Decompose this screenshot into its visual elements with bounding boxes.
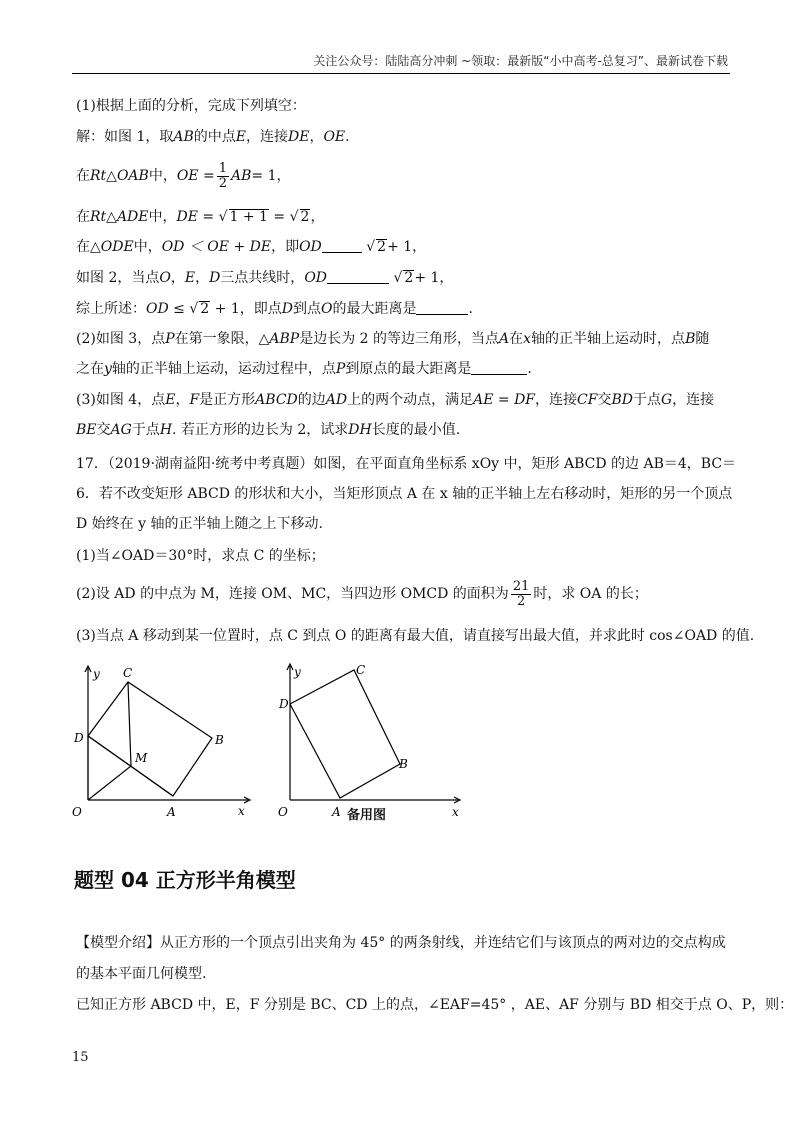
figure-1: [64, 658, 264, 818]
page-header: 关注公众号：陆陆高分冲刺 ~领取：最新版“小中高考-总复习”、最新试卷下载: [313, 54, 728, 68]
segment-om: [88, 766, 131, 800]
part2-line2: 之在y轴的正半轴上运动，运动过程中，点P到原点的最大距离是 .: [76, 361, 532, 377]
page-number: 15: [72, 1050, 89, 1065]
part1-line6: 综上所述：OD ≤ √ 2 + 1，即点D到点O的最大距离是 .: [76, 301, 473, 317]
fig1-label-m: M: [135, 751, 148, 765]
part1-line4: 在△ODE中，OD ＜ OE + DE，即OD √ 2+ 1，: [76, 239, 427, 255]
fig2-label-o: O: [278, 805, 288, 819]
figure-2-caption: 备用图: [347, 808, 387, 823]
q17-line1: 17．（2019·湖南益阳·统考中考真题）如图，在平面直角坐标系 xOy 中，矩形 ABCD 的边 AB＝4，BC＝: [76, 456, 737, 472]
fraction-half: $\frac{1}{2}$: [218, 160, 227, 191]
part1-line5: 如图 2，当点O，E，D三点共线时，OD √ 2+ 1，: [76, 270, 454, 286]
q17-sub3: (3)当点 A 移动到某一位置时，点 C 到点 O 的距离有最大值，请直接写出最大值，并求此时 cos∠OAD 的值.: [76, 628, 755, 644]
header-rule: [72, 73, 730, 74]
model-line2: 的基本平面几何模型.: [76, 966, 207, 982]
fill-blank[interactable]: [322, 238, 362, 253]
fill-blank[interactable]: [327, 269, 389, 284]
fig1-label-c: C: [123, 666, 133, 680]
rectangle-abcd: [290, 670, 400, 798]
part2-line1: (2)如图 3，点P在第一象限，△ABP是边长为 2 的等边三角形，当点A在x轴的正半轴上运动时，点B随: [76, 331, 710, 347]
fig2-label-y: y: [294, 665, 301, 679]
fig1-label-b: B: [215, 733, 224, 747]
model-line1: 【模型介绍】从正方形的一个顶点引出夹角为 45° 的两条射线，并连结它们与该顶点的两对边的交点构成: [76, 935, 726, 951]
fig1-label-d: D: [74, 731, 84, 745]
section-heading: 题型 04 正方形半角模型: [74, 868, 296, 892]
fig1-label-o: O: [72, 805, 82, 818]
figure-2: [272, 654, 472, 824]
fig2-label-d: D: [279, 697, 289, 711]
fill-blank[interactable]: [471, 360, 527, 375]
fraction-21-2: $\frac{21}{2}$: [512, 578, 530, 609]
part1-intro: (1)根据上面的分析，完成下列填空：: [76, 98, 306, 114]
q17-line2: 6．若不改变矩形 ABCD 的形状和大小，当矩形顶点 A 在 x 轴的正半轴上左右移动时，矩形的另一个顶点: [76, 486, 733, 502]
q17-sub2: (2)设 AD 的中点为 M，连接 OM、MC，当四边形 OMCD 的面积为 $\frac{21}{2}$ 时，求 OA 的长；: [76, 578, 648, 609]
part3-line1: (3)如图 4，点E，F是正方形ABCD的边AD上的两个动点，满足AE = DF，连接CF交BD于点G，连接: [76, 392, 715, 408]
fig1-label-y: y: [93, 667, 100, 681]
part1-line2: 在Rt△OAB中，OE = $\frac{1}{2}$ AB= 1，: [76, 160, 291, 191]
fig2-label-b: B: [399, 757, 408, 771]
q17-sub1: (1)当∠OAD＝30°时，求点 C 的坐标；: [76, 548, 325, 564]
segment-mc: [128, 682, 131, 766]
fill-blank[interactable]: [416, 300, 468, 315]
fig1-label-a: A: [167, 805, 176, 818]
fig1-label-x: x: [238, 804, 245, 818]
fig2-label-c: C: [356, 663, 366, 677]
part3-line2: BE交AG于点H. 若正方形的边长为 2，试求DH长度的最小值.: [76, 422, 461, 438]
rectangle-abcd: [88, 682, 212, 796]
fig2-label-x: x: [452, 805, 459, 819]
part1-line1: 解：如图 1，取AB的中点E，连接DE，OE.: [76, 129, 350, 145]
part1-line3: 在Rt△ADE中，DE = √ 1 + 1 = √ 2，: [76, 209, 325, 225]
model-line3: 已知正方形 ABCD 中，E，F 分别是 BC、CD 上的点，∠EAF=45° ，AE、AF 分别与 BD 相交于点 O、P，则：: [76, 997, 794, 1013]
fig2-label-a: A: [332, 805, 341, 819]
q17-line3: D 始终在 y 轴的正半轴上随之上下移动.: [76, 516, 323, 532]
